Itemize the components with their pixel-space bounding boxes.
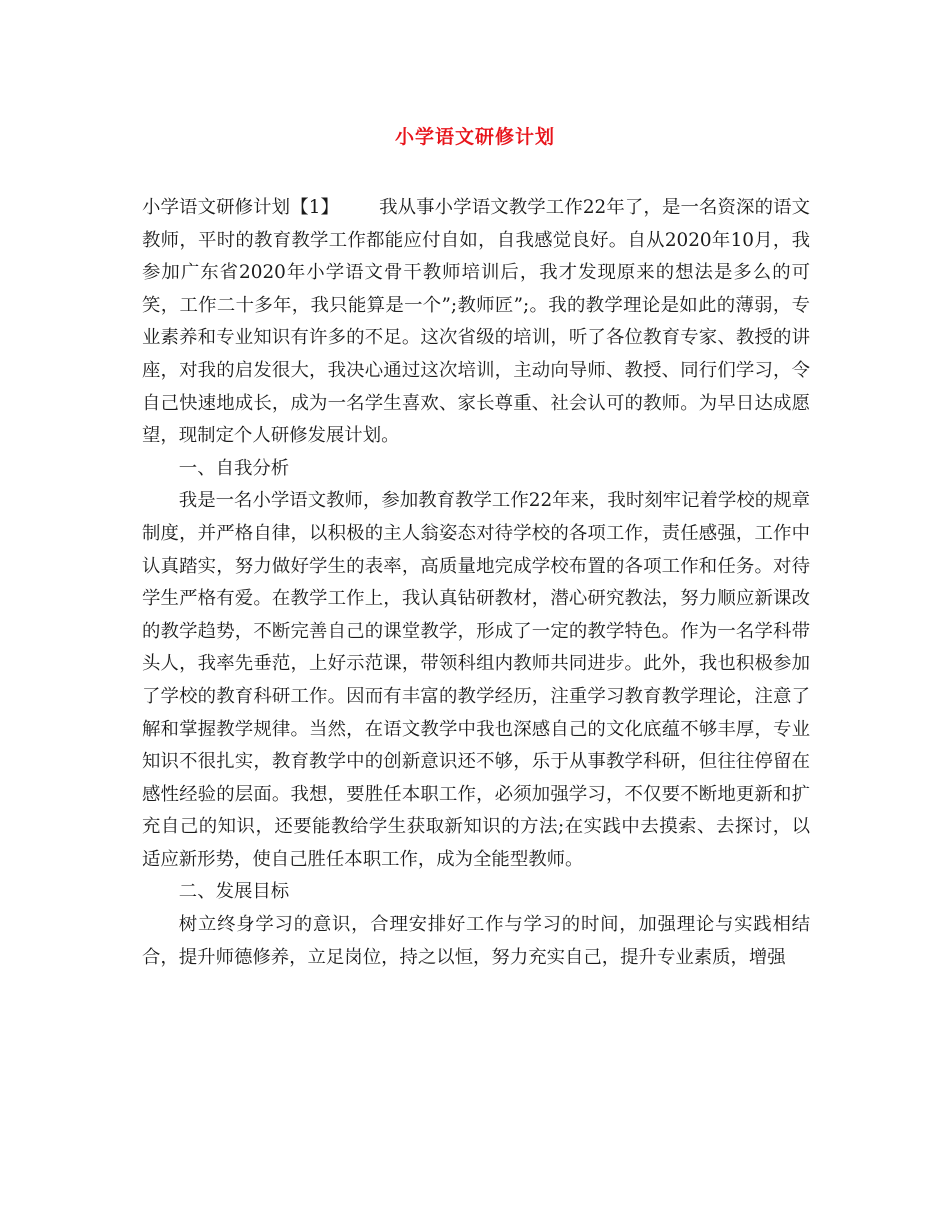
document-title: 小学语文研修计划	[394, 126, 555, 148]
section-heading-self-analysis: 一、自我分析	[178, 457, 290, 479]
intro-body: 我从事小学语文教学工作22年了，是一名资深的语文教师，平时的教育教学工作都能应付自如，自我感觉良好。自从2020年10月，我参加广东省2020年小学语文骨干教师培训后，我才发现原来的想法是多么的可笑，工作二十多年，我只能算是一个”;教师匠”;。我的教学理论是如此的薄弱，专业素养和专业知识有许多的不足。这次省级的培训，听了各位教育专家、教授的讲座，对我的启发很大，我决心通过这次培训，主动向导师、教授、同行们学习，令自己快速地成长，成为一名学生喜欢、家长尊重、社会认可的教师。为早日达成愿望，现制定个人研修发展计划。	[142, 197, 811, 447]
document-body	[142, 192, 810, 974]
intro-label: 小学语文研修计划【1】	[142, 197, 340, 218]
intro-paragraph	[142, 192, 810, 453]
section-heading-goals: 二、发展目标	[178, 881, 290, 903]
section-body-goals: 树立终身学习的意识，合理安排好工作与学习的时间，加强理论与实践相结合，提升师德修养，立足岗位，持之以恒，努力充实自己，提升专业素质，增强	[142, 914, 810, 968]
section-body-self-analysis: 我是一名小学语文教师，参加教育教学工作22年来，我时刻牢记着学校的规章制度，并严格自律，以积极的主人翁姿态对待学校的各项工作，责任感强，工作中认真踏实，努力做好学生的表率，高质量地完成学校布置的各项工作和任务。对待学生严格有爱。在教学工作上，我认真钻研教材，潜心研究教法，努力顺应新课改的教学趋势，不断完善自己的课堂教学，形成了一定的教学特色。作为一名学科带头人，我率先垂范，上好示范课，带领科组内教师共同进步。此外，我也积极参加了学校的教育科研工作。因而有丰富的教学经历，注重学习教育教学理论，注意了解和掌握教学规律。当然，在语文教学中我也深感自己的文化底蕴不够丰厚，专业知识不很扎实，教育教学中的创新意识还不够，乐于从事教学科研，但往往停留在感性经验的层面。我想，要胜任本职工作，必须加强学习，不仅要不断地更新和扩充自己的知识，还要能教给学生获取新知识的方法;在实践中去摸索、去探讨，以适应新形势，使自己胜任本职工作，成为全能型教师。	[142, 490, 810, 870]
